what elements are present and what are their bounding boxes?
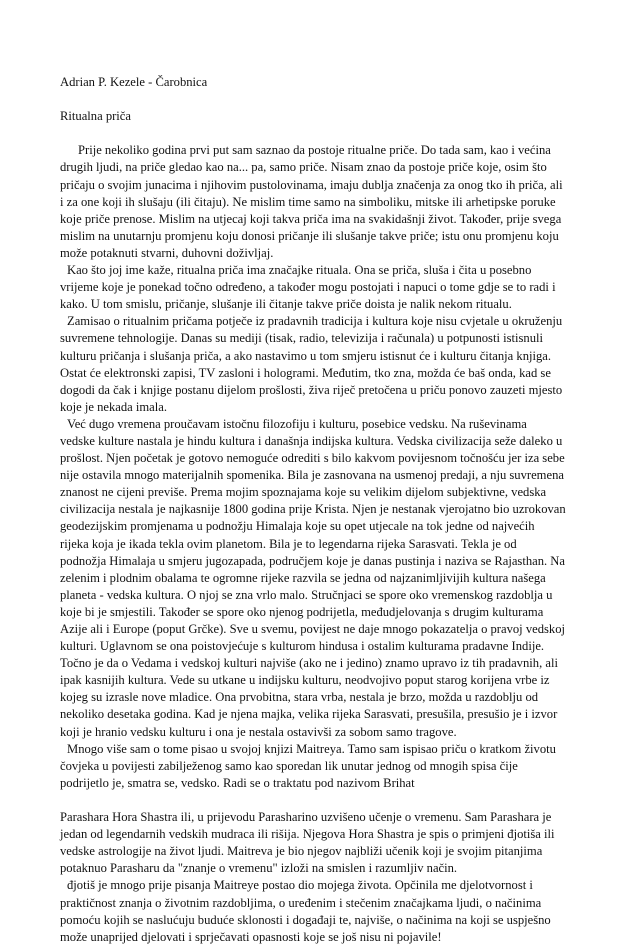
section-title: Ritualna priča [60,109,131,124]
text-line: vedske kulture nastala je hindu kultura i današnja indijska kultura. Vedska civilizacija seže daleko u [60,433,563,448]
text-line: kulturu pričanja i slušanja priča, a ako nastavimo u tom smjeru istisnut će i kulturu čitanja knjiga. [60,348,552,363]
paragraph [60,142,578,262]
text-line: suvremene tehnologije. Danas su mediji (tisak, radio, televizija i računala) u potpunosti istisnuli [60,331,543,346]
text-line: koje je nekada imala. [60,399,167,414]
text-line: može potaknuti stvarni, duhovni doživljaj. [60,245,274,260]
text-line: rijeka koja je ikada tekla ovim planetom. Bila je to legendarna rijeka Sarasvati. Tekla je od [60,536,517,551]
paragraph [60,262,578,313]
text-line: đjotiš je mnogo prije pisanja Maitreye postao dio mojega života. Opčinila me djelotvornost i [67,878,533,893]
text-line: zelenim i plodnim obalama te ogromne rijeke razvila se jedna od najzanimljivijih kultura našega [60,570,546,585]
text-line: drugih ljudi, na priče gledao kao na... pa, samo priče. Nisam znao da postoje priče koje, osim što [60,160,547,175]
text-line: Azije ali i Europe (poput Grčke). Sve u svemu, povijest ne daje mnogo pokazatelja o pravoj vedskoj [60,622,566,636]
document-page [60,74,578,946]
text-line: pomoću kojih se naslućuju buduće sklonosti i događaji te, najviše, o načinima na koji se uspješno [60,912,551,927]
paragraph [60,809,578,877]
text-line: kulturi. Uglavnom se ona poistovjećuje s kulturom hindusa i ostalim kulturama pradavne Indije. [60,639,545,654]
text-line: čovjeka u povijesti zabilježenog samo kao sporedan lik unutar jednog od mnogih spisa čije [60,758,518,773]
text-line: ipak kasnijih kultura. Vede su utkane u indijsku kulturu, neodvojivo poput starog korijena vrbe iz [60,673,550,688]
body-text [60,142,578,792]
text-line: Točno je da o Vedama i vedskoj kulturi najviše (ako ne i jedino) znamo upravo iz tih pradavnih, ali [60,656,558,671]
spacer [60,125,578,142]
text-line: jedan od legendarnih vedskih mudraca ili rišija. Njegova Hora Shastra je spis o primjeni đjotiša ili [60,827,555,842]
text-line: pričaju o svojim junacima i njihovim pustolovinama, imaju dublja značenja za onog tko ih priča, ali [60,177,563,192]
text-line: Prije nekoliko godina prvi put sam saznao da postoje ritualne priče. Do tada sam, kao i većina [78,143,551,158]
text-line: može unaprijed djelovati i sprječavati opasnosti koje se još nisu ni pojavile! [60,929,442,944]
paragraph [60,877,578,945]
text-line: geodezijskim promjenama u podnožju Himalaja koje su opet utjecale na tok jedne od najvećih [60,519,535,534]
text-line: nije ostavila mnogo materijalnih spomenika. Bila je zasnovana na usmenoj predaji, a nju suvremena [60,468,564,483]
body-text-continued [60,809,578,946]
paragraph [60,416,578,741]
text-line: koji je hranio vedsku kulturu i ona je nestala ostavivši za sobom samo tragove. [60,724,457,739]
text-line: Mnogo više sam o tome pisao u svojoj knjizi Maitreya. Tamo sam ispisao priču o kratkom životu [67,741,556,756]
text-line: praktičnost znanja o životnim razdobljima, o uređenim i stečenim značajkama ljudi, o načinima [60,895,542,910]
text-line: koje priče prenose. Mislim na utjecaj koji takva priča ima na svakidašnji život. Također, prije svega [60,211,562,226]
text-line: vrijeme koje je ponekad točno određeno, a također mogu postojati i napuci o tome gdje se to radi i [60,280,556,295]
author-title: Adrian P. Kezele - Čarobnica [60,75,208,89]
text-line: potaknuo Parasharu da "znanje o vremenu" izloži na smislen i razumljiv način. [60,861,458,876]
text-line: vedske astrologije na život ljudi. Maitreva je bio njegov najbliži učenik koji je svojim pitanjima [60,844,543,859]
text-line: dogodi da čak i knjige postanu dijelom prošlosti, živa riječ pretočena u priču ponovo zauzeti mjesto [60,382,563,397]
paragraph [60,313,578,416]
text-line: podnožja Himalaja u smjeru jugozapada, područjem koje je danas pustinja i naziva se Rajasthan. Na [60,553,565,568]
text-line: podrijetlo je, smatra se, vedsko. Radi se o traktatu pod nazivom Brihat [60,775,415,790]
text-line: Parashara Hora Shastra ili, u prijevodu Parasharino uzvišeno učenje o vremenu. Sam Parashara je [60,810,552,825]
spacer [60,792,578,809]
text-line: Već dugo vremena proučavam istočnu filozofiju i kulturu, posebice vedsku. Na ruševinama [67,416,527,431]
spacer [60,91,578,108]
text-line: znanost ne cijeni previše. Prema mojim spoznajama koje su velikim dijelom subjektivne, vedska [60,485,547,500]
text-line: i za one koji ih slušaju (ili čitaju). Ne mislim time samo na simboliku, mitske ili arhetipske poruke [60,194,556,209]
text-line: kojeg su izrasle nove mladice. Ona prvobitna, stara vrba, nestala je brzo, možda u razdoblju od [60,690,539,705]
text-line: Ostat će elektronski zapisi, TV zasloni i hologrami. Međutim, tko zna, možda će baš onda, kad se [60,365,551,380]
text-line: nekoliko desetaka godina. Kad je njena majka, velika rijeka Sarasvati, presušila, presušio je i izvor [60,707,558,722]
text-line: planeta - vedska kultura. O njoj se zna vrlo malo. Stručnjaci se spore oko vremenskog razdoblja u [60,587,553,602]
text-line: Kao što joj ime kaže, ritualna priča ima značajke rituala. Ona se priča, sluša i čita u posebno [67,263,532,278]
paragraph [60,741,578,792]
text-line: koje bi je smjestili. Također se spore oko njenog podrijetla, međudjelovanja s drugim kulturama [60,604,544,619]
text-line: civilizacija nestala je najkasnije 1800 godina prije Krista. Njen je nestanak vjerojatno bio uzrokovan [60,502,566,517]
text-line: Zamisao o ritualnim pričama potječe iz pradavnih tradicija i kultura koje nisu cvjetale u okruženju [67,314,563,329]
text-line: prošlost. Njen početak je gotovo nemoguće odrediti s bilo kakvom povijesnom točnošću jer iza sebe [60,451,565,466]
text-line: kako. U tom smislu, pričanje, slušanje ili čitanje takve priče doista je nalik nekom ritualu. [60,297,512,312]
text-line: mislim na unutarnju promjenu koju donosi pričanje ili slušanje takve priče; istu onu promjenu koju [60,228,559,243]
